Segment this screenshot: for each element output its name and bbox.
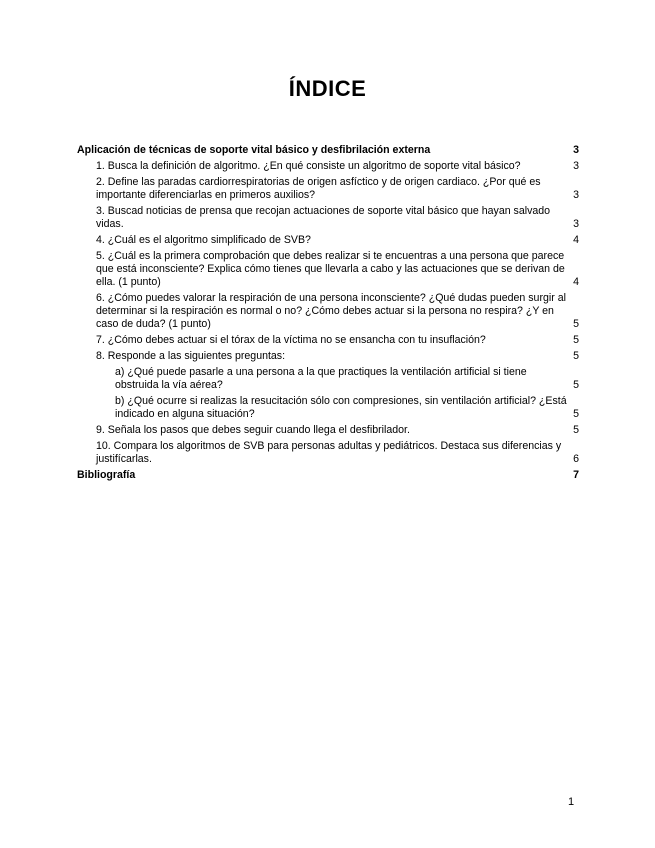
toc-entry-text: b) ¿Qué ocurre si realizas la resucitación sólo con compresiones, sin ventilación artificial? ¿Está indicado en alguna situación?	[115, 395, 567, 420]
table-of-contents	[77, 144, 579, 485]
toc-entry[interactable]	[96, 205, 579, 231]
toc-entry-text: 9. Señala los pasos que debes seguir cuando llega el desfibrilador.	[96, 424, 410, 436]
toc-entry-text: 4. ¿Cuál es el algoritmo simplificado de SVB?	[96, 234, 311, 246]
toc-entry-page: 5	[573, 408, 579, 420]
toc-entry-page: 3	[573, 160, 579, 172]
toc-entry-page: 4	[573, 234, 579, 246]
toc-entry-page: 5	[573, 334, 579, 346]
toc-subentry[interactable]	[115, 395, 579, 421]
toc-entry[interactable]	[96, 350, 579, 363]
toc-entry-page: 3	[573, 218, 579, 230]
toc-entry-page: 5	[573, 318, 579, 330]
toc-entry-text: a) ¿Qué puede pasarle a una persona a la que practiques la ventilación artificial si tiene obstruida la vía aérea?	[115, 366, 527, 391]
page-title: ÍNDICE	[288, 76, 367, 101]
toc-entry-section[interactable]	[77, 144, 579, 157]
toc-entry-text: 5. ¿Cuál es la primera comprobación que debes realizar si te encuentras a una persona que parece que está inconsciente? Explica cómo tienes que llevarla a cabo y las actuaciones que se derivan de ella. (1 punto)	[96, 250, 565, 288]
toc-entry-text: 2. Define las paradas cardiorrespiratorias de origen asfíctico y de origen cardiaco. ¿Por qué es importante diferenciarlas en primeros auxilios?	[96, 176, 541, 201]
toc-entry-page: 4	[573, 276, 579, 288]
toc-entry-text: 6. ¿Cómo puedes valorar la respiración de una persona inconsciente? ¿Qué dudas pueden surgir al determinar si la respiración es normal o no? ¿Cómo debes actuar si la persona no respira? ¿Y en caso de duda? (1 punto)	[96, 292, 566, 330]
toc-entry[interactable]	[96, 160, 579, 173]
toc-entry-page: 7	[573, 469, 579, 481]
toc-entry-page: 5	[573, 424, 579, 436]
toc-entry-page: 6	[573, 453, 579, 465]
toc-entry-text: 3. Buscad noticias de prensa que recojan actuaciones de soporte vital básico que hayan salvado vidas.	[96, 205, 551, 230]
toc-entry-text: 1. Busca la definición de algoritmo. ¿En qué consiste un algoritmo de soporte vital básico?	[96, 160, 521, 172]
toc-entry[interactable]	[96, 234, 579, 247]
toc-entry-page: 5	[573, 350, 579, 362]
toc-entry[interactable]	[96, 424, 579, 437]
toc-entry-text: 7. ¿Cómo debes actuar si el tórax de la víctima no se ensancha con tu insuflación?	[96, 334, 486, 346]
toc-entry[interactable]	[96, 292, 579, 331]
toc-entry-page: 3	[573, 144, 579, 156]
toc-entry-page: 5	[573, 379, 579, 391]
toc-entry[interactable]	[96, 250, 579, 289]
toc-entry-text: 8. Responde a las siguientes preguntas:	[96, 350, 286, 362]
toc-subentry[interactable]	[115, 366, 579, 392]
toc-entry[interactable]	[96, 440, 579, 466]
toc-entry-page: 3	[573, 189, 579, 201]
toc-entry-text: Bibliografía	[77, 469, 136, 481]
toc-entry[interactable]	[96, 176, 579, 202]
toc-entry[interactable]	[96, 334, 579, 347]
toc-entry-section[interactable]	[77, 469, 579, 482]
page-number: 1	[568, 796, 575, 808]
toc-entry-text: 10. Compara los algoritmos de SVB para personas adultas y pediátricos. Destaca sus diferencias y justifícarlas.	[96, 440, 562, 465]
toc-entry-text: Aplicación de técnicas de soporte vital básico y desfibrilación externa	[77, 144, 431, 156]
